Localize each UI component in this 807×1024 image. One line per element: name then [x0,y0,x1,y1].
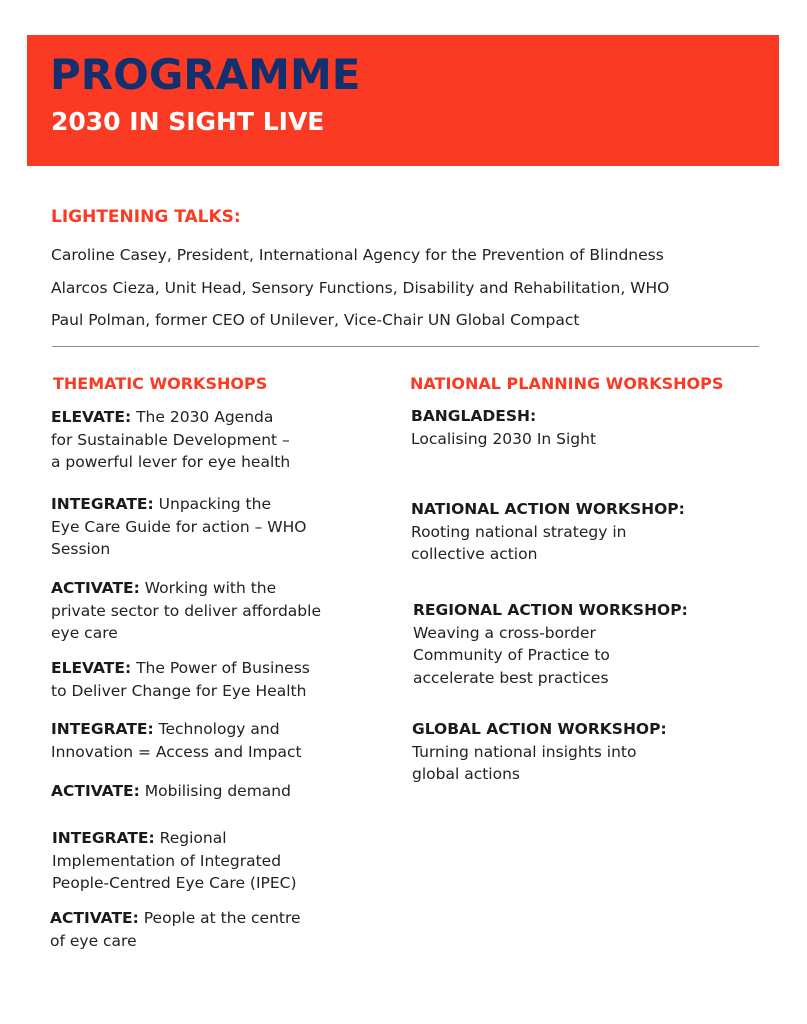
thematic-workshop-item [51,718,302,763]
workshop-description: Working with the private sector to deliver affordable eye care [51,579,321,642]
page-subtitle: 2030 IN SIGHT LIVE [51,107,325,136]
workshop-description: Technology and Innovation = Access and Impact [51,720,302,761]
workshop-label: ACTIVATE: [51,782,140,800]
workshop-description: Weaving a cross-border Community of Practice to accelerate best practices [413,623,610,687]
speaker-item: Caroline Casey, President, International Agency for the Prevention of Blindness [51,246,664,264]
workshop-description: Turning national insights into global actions [412,742,637,783]
workshop-label: BANGLADESH: [411,407,537,425]
workshop-label: NATIONAL ACTION WORKSHOP: [411,500,685,518]
page-title: PROGRAMME [50,50,361,99]
lightening-talks-heading: LIGHTENING TALKS: [51,207,241,227]
workshop-label: INTEGRATE: [51,720,154,738]
workshop-description: Mobilising demand [144,782,291,800]
thematic-workshop-item [51,657,310,702]
workshop-description: Unpacking the Eye Care Guide for action – WHO Session [51,495,307,558]
national-planning-workshops-heading: NATIONAL PLANNING WORKSHOPS [410,374,724,393]
speaker-item: Alarcos Cieza, Unit Head, Sensory Functions, Disability and Rehabilitation, WHO [51,278,670,297]
workshop-description: Localising 2030 In Sight [411,429,597,448]
national-workshop-item [413,599,688,689]
speaker-list [51,239,781,337]
thematic-workshop-item [52,827,297,895]
workshop-label: ELEVATE: [51,659,132,677]
thematic-workshop-item [50,907,301,952]
workshop-label: GLOBAL ACTION WORKSHOP: [412,720,667,738]
workshop-description: People at the centre of eye care [50,909,301,950]
national-workshop-item [411,498,685,566]
workshop-description: Rooting national strategy in collective action [411,522,627,563]
workshop-description: The Power of Business to Deliver Change for Eye Health [51,659,310,700]
thematic-workshop-item [51,577,321,645]
workshop-description: The 2030 Agenda for Sustainable Development – a powerful lever for eye health [51,408,291,471]
section-divider [52,346,759,347]
workshop-label: INTEGRATE: [51,495,154,513]
thematic-workshop-item [51,493,306,561]
thematic-workshops-heading: THEMATIC WORKSHOPS [53,374,268,393]
workshop-description: Regional Implementation of Integrated People-Centred Eye Care (IPEC) [52,829,297,892]
national-workshop-item [411,405,596,450]
workshop-label: ACTIVATE: [51,579,140,597]
thematic-workshop-item [51,780,291,803]
thematic-workshop-item [51,406,290,474]
speaker-item: Paul Polman, former CEO of Unilever, Vice-Chair UN Global Compact [51,311,580,329]
programme-banner [27,35,779,166]
workshop-label: ELEVATE: [51,408,132,426]
workshop-label: ACTIVATE: [50,909,139,927]
workshop-label: REGIONAL ACTION WORKSHOP: [413,601,688,619]
national-workshop-item [412,718,667,786]
workshop-label: INTEGRATE: [52,829,155,847]
